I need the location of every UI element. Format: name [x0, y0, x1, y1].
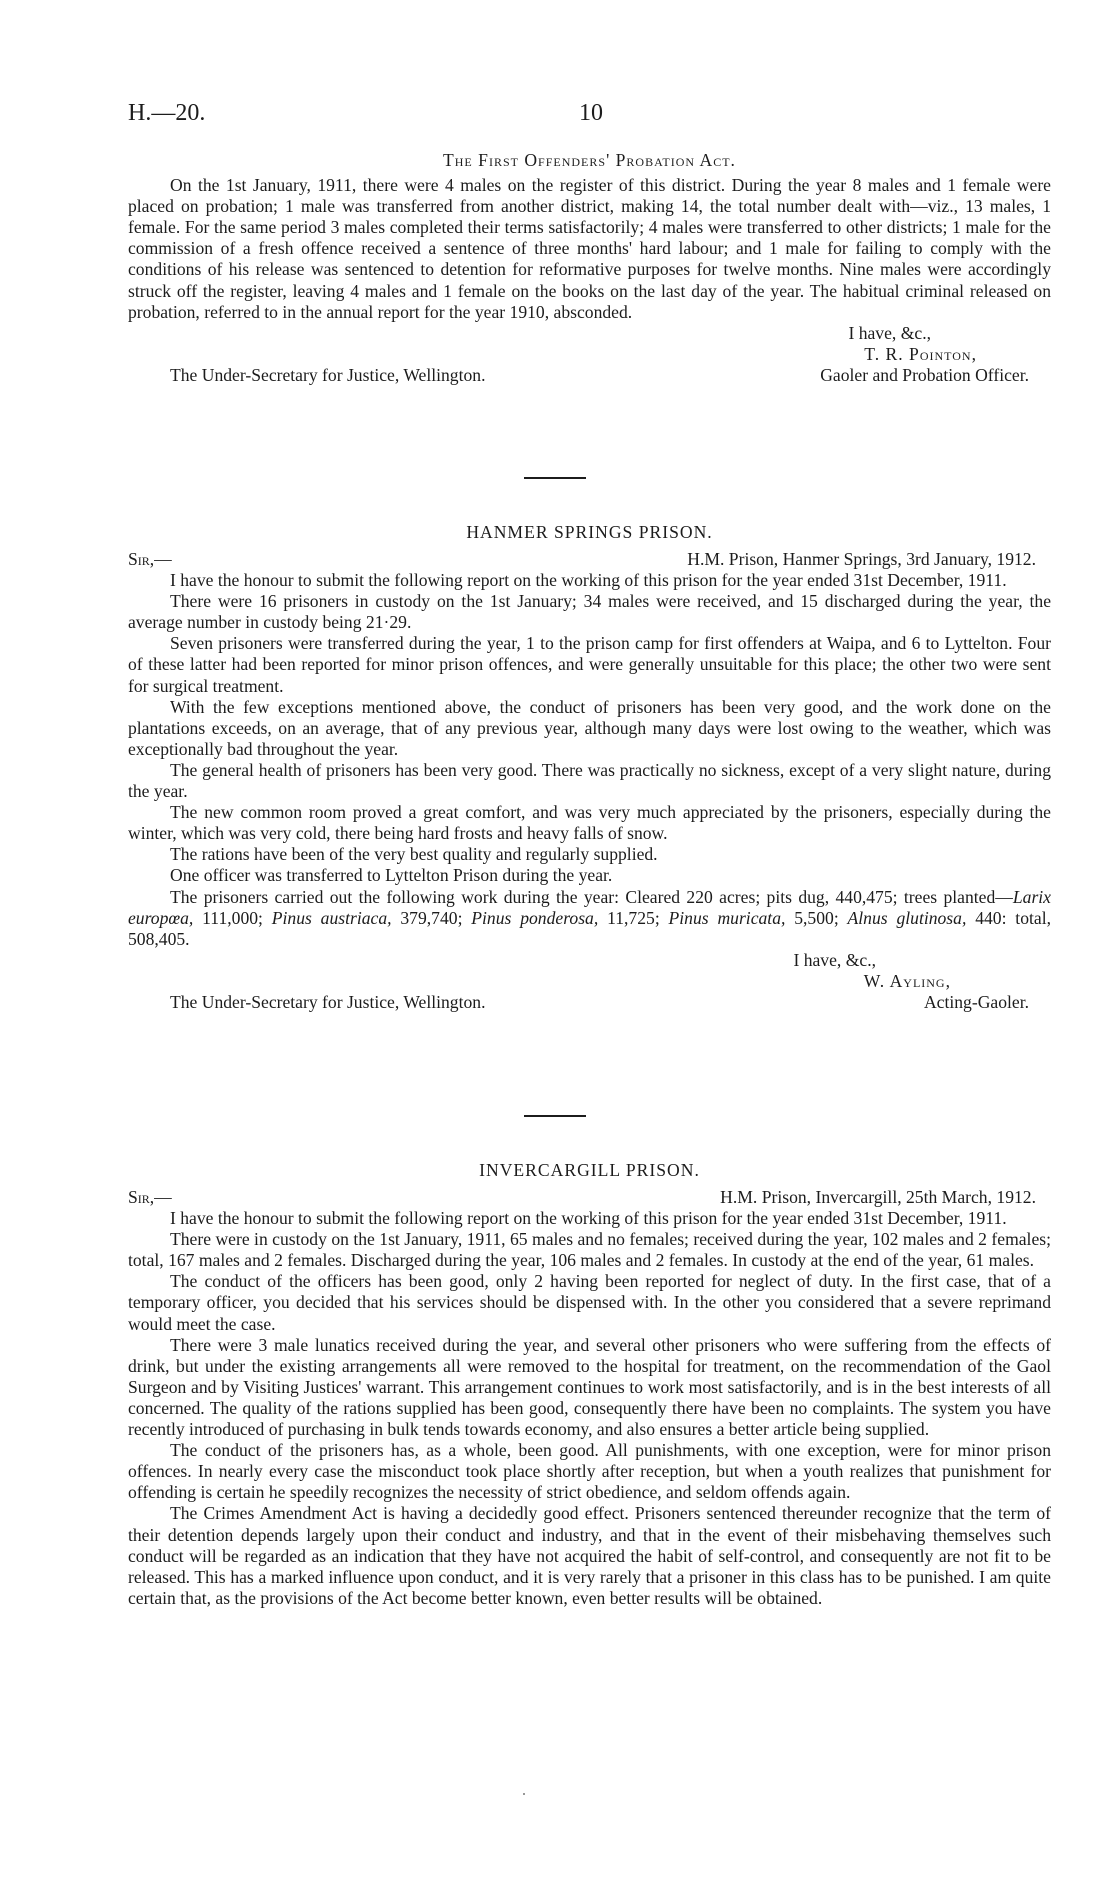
salutation-row [128, 1187, 1051, 1208]
report-paragraph: There were 16 prisoners in custody on the 1st January; 34 males were received, and 15 discharged during the year, the average number in custody being 21·29. [128, 591, 1051, 633]
probation-act-section [128, 150, 1051, 386]
recipient-row [128, 992, 1051, 1013]
recipient-row [128, 365, 1051, 386]
hanmer-springs-section [128, 522, 1051, 1013]
signatory-row [128, 971, 1051, 992]
report-paragraph: The general health of prisoners has been very good. There was practically no sickness, except of a very slight nature, during the year. [128, 759, 1051, 802]
tree-species: Larix europœa, [128, 886, 1051, 928]
report-paragraph: Seven prisoners were transferred during the year, 1 to the prison camp for first offenders at Waipa, and 6 to Lyttelton. Four of these latter had been reported for minor prison offences, and were generally unsuitable for this place; the other two were sent for surgical treatment. [128, 633, 1051, 696]
signatory-row [128, 344, 1051, 365]
tree-count: 5,500; [785, 907, 848, 928]
section-title: INVERCARGILL PRISON. [479, 1160, 700, 1180]
report-paragraph: The Crimes Amendment Act is having a decidedly good effect. Prisoners sentenced thereunder recognize that the term of their detention depends largely upon their conduct and industry, and that in the event of their misbehaving themselves such conduct will be regarded as an indication that they have not acquired the habit of self-control, and consequently are not fit to be released. This has a marked influence upon conduct, and it is very rarely that a prisoner in this class has to be punished. I am quite certain that, as the provisions of the Act become better known, even better results will be obtained. [128, 1503, 1051, 1608]
section-divider [524, 1115, 586, 1117]
recipient: The Under-Secretary for Justice, Wellington. [170, 991, 486, 1012]
work-intro: The prisoners carried out the following work during the year: Cleared 220 acres; pits dug, 440,475; trees planted— [170, 886, 1013, 907]
report-paragraph: I have the honour to submit the following report on the working of this prison for the year ended 31st December, 1911. [170, 570, 1007, 591]
report-paragraph: The new common room proved a great comfort, and was very much appreciated by the prisoners, especially during the winter, which was very cold, there being hard frosts and heavy falls of snow. [128, 802, 1051, 844]
tree-count: 11,725; [598, 907, 669, 928]
section-divider [524, 477, 586, 479]
address-line: H.M. Prison, Invercargill, 25th March, 1912. [720, 1187, 1036, 1208]
signatory-title: Acting-Gaoler. [923, 991, 1029, 1012]
section-title: HANMER SPRINGS PRISON. [466, 522, 713, 542]
report-paragraph: I have the honour to submit the following report on the working of this prison for the year ended 31st December, 1911. [170, 1208, 1007, 1229]
report-paragraph: With the few exceptions mentioned above, the conduct of prisoners has been very good, and the work done on the plantations exceeds, on an average, that of any previous year, although many days were lost owing to the weather, which was exceptionally bad throughout the year. [128, 696, 1051, 759]
page-number: 10 [579, 100, 603, 126]
signatory-name: W. Ayling, [863, 970, 951, 991]
tree-count: 111,000; [193, 907, 272, 928]
tree-count: 379,740; [391, 907, 472, 928]
salutation: Sir,— [128, 1187, 172, 1208]
closing-phrase: I have, &c., [793, 949, 876, 970]
report-paragraph: The conduct of the officers has been good, only 2 having been reported for neglect of duty. In the first case, that of a temporary officer, you decided that his services should be dispensed with. In the other you considered that a severe reprimand would meet the case. [128, 1271, 1051, 1334]
section-title: The First Offenders' Probation Act. [443, 150, 736, 170]
invercargill-section [128, 1160, 1051, 1609]
recipient: The Under-Secretary for Justice, Wellington. [170, 364, 486, 385]
report-paragraph: One officer was transferred to Lyttelton Prison during the year. [170, 865, 613, 886]
probation-paragraph: On the 1st January, 1911, there were 4 males on the register of this district. During the year 8 males and 1 female were placed on probation; 1 male was transferred from another district, making 14, the total number dealt with—viz., 13 males, 1 female. For the same period 3 males completed their terms satisfactorily; 4 males were transferred to other districts; 1 male for the commission of a fresh offence received a sentence of three months' hard labour; and 1 male for failing to comply with the conditions of his release was sentenced to detention for reformative purposes for twelve months. Nine males were accordingly struck off the register, leaving 4 males and 1 female on the books on the last day of the year. The habitual criminal released on probation, referred to in the annual report for the year 1910, absconded. [128, 175, 1051, 322]
report-paragraph: The rations have been of the very best quality and regularly supplied. [170, 844, 658, 865]
work-paragraph [128, 887, 1051, 950]
tree-species: Pinus muricata, [668, 907, 786, 928]
address-line: H.M. Prison, Hanmer Springs, 3rd January, 1912. [687, 549, 1036, 570]
closing-row [128, 950, 1051, 971]
salutation: Sir,— [128, 549, 172, 570]
signatory-title: Gaoler and Probation Officer. [820, 364, 1029, 385]
document-reference: H.—20. [128, 100, 206, 126]
report-paragraph: There were in custody on the 1st January, 1911, 65 males and no females; received during the year, 102 males and 2 females; total, 167 males and 2 females. Discharged during the year, 106 males and 2 females. In custody at the end of the year, 61 males. [128, 1229, 1051, 1271]
tree-species: Pinus ponderosa, [471, 907, 599, 928]
closing-row [128, 323, 1051, 344]
page-speck [523, 1793, 525, 1795]
report-paragraph: There were 3 male lunatics received during the year, and several other prisoners who were suffering from the effects of drink, but under the existing arrangements all were removed to the hospital for treatment, on the recommendation of the Gaol Surgeon and by Visiting Justices' warrant. This arrangement continues to work most satisfactorily, and is in the best interests of all concerned. The quality of the rations supplied has been good, consequently there have been no complaints. The system you have recently introduced of purchasing in bulk tends towards economy, and also ensures a better article being supplied. [128, 1334, 1051, 1440]
signatory-name: T. R. Pointon, [864, 343, 977, 364]
closing-phrase: I have, &c., [848, 322, 931, 343]
tree-species: Pinus austriaca, [271, 907, 392, 928]
report-paragraph: The conduct of the prisoners has, as a whole, been good. All punishments, with one exception, were for minor prison offences. In nearly every case the misconduct took place shortly after reception, but when a youth realizes that punishment for offending is certain he speedily recognizes the necessity of strict obedience, and seldom offends again. [128, 1440, 1051, 1503]
tree-species: Alnus glutinosa, [847, 907, 967, 928]
tree-count: 440: total, 508,405. [128, 907, 1051, 949]
salutation-row [128, 549, 1051, 570]
